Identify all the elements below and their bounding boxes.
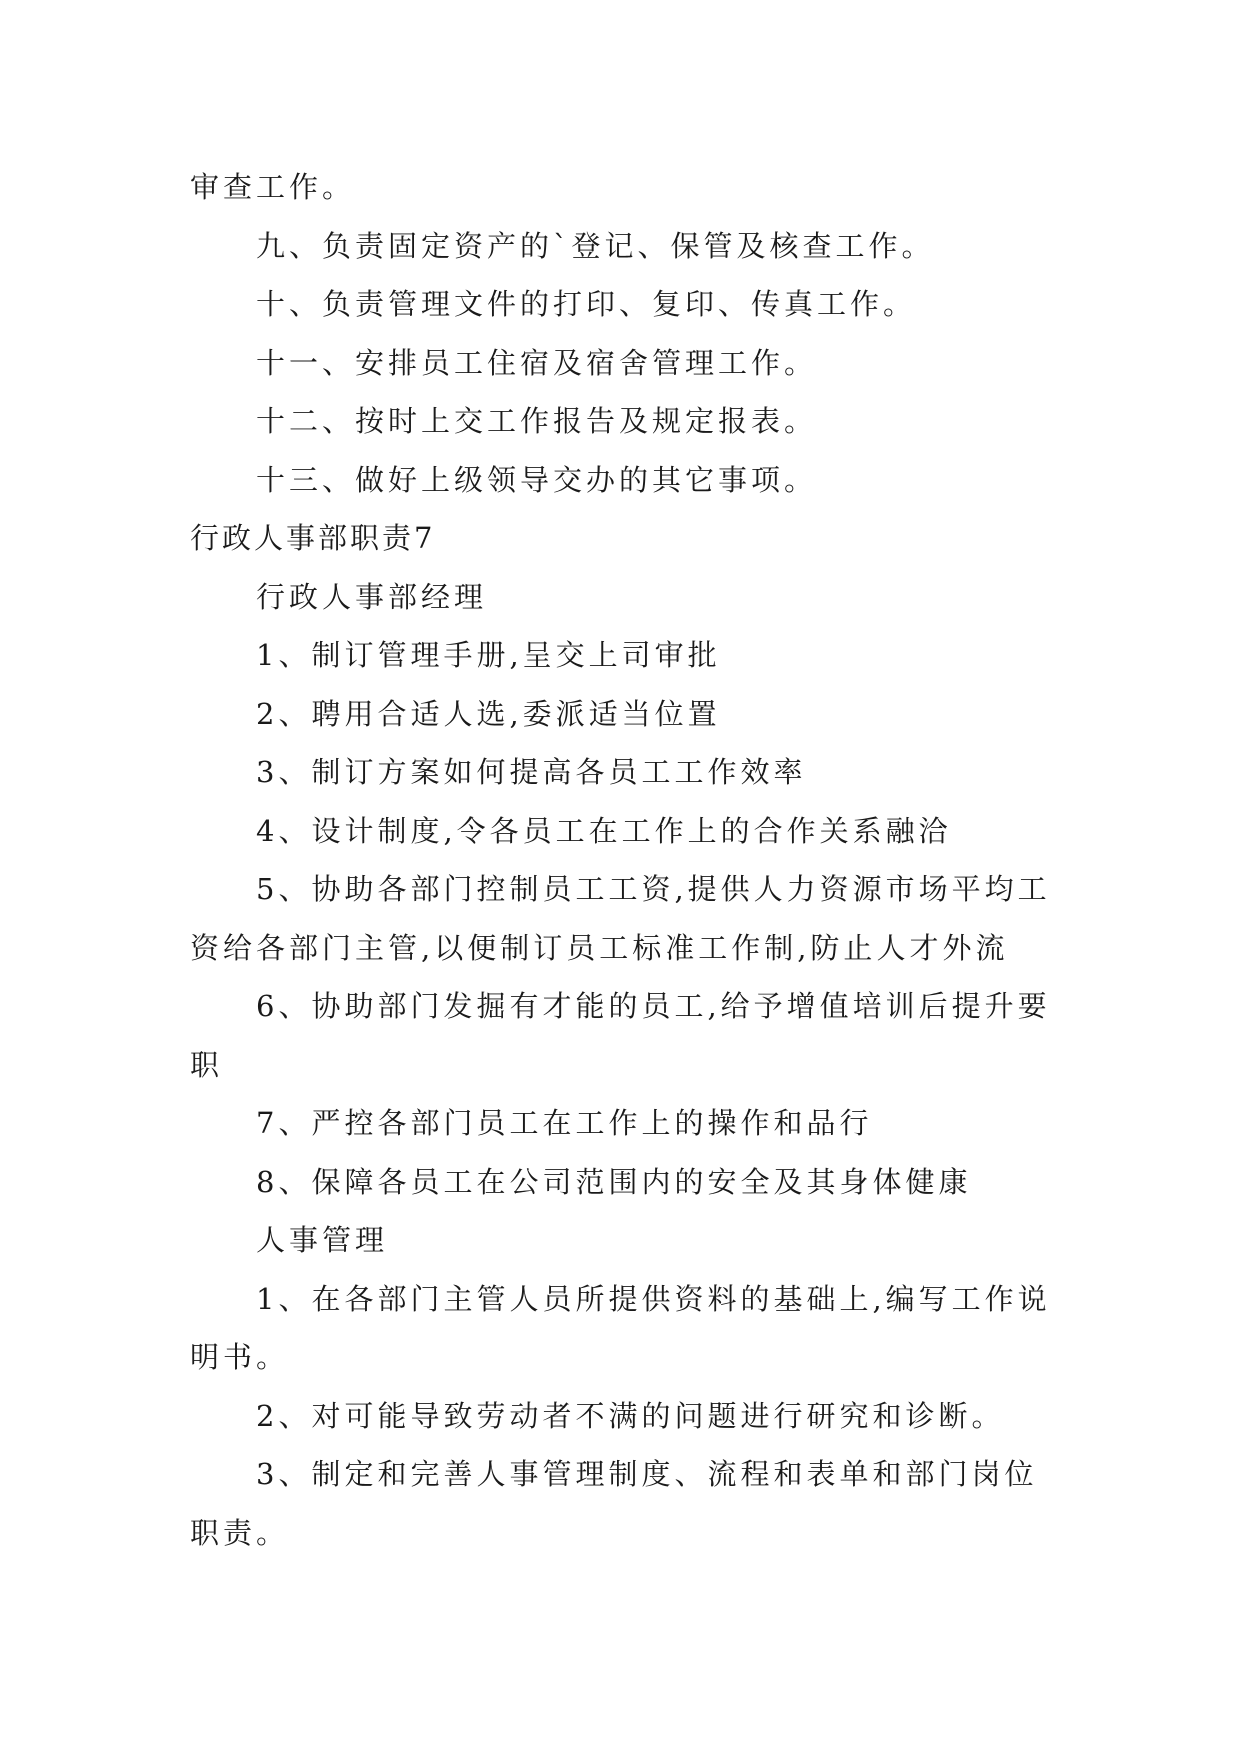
text-line: 1、制订管理手册,呈交上司审批 bbox=[256, 638, 721, 672]
text-line: 2、聘用合适人选,委派适当位置 bbox=[256, 696, 721, 731]
text-line: 8、保障各员工在公司范围内的安全及其身体健康 bbox=[256, 1164, 972, 1199]
text-line: 十、负责管理文件的打印、复印、传真工作。 bbox=[256, 287, 917, 321]
text-line: 职 bbox=[190, 1047, 224, 1082]
text-line: 明书。 bbox=[190, 1340, 290, 1374]
text-line: 4、设计制度,令各员工在工作上的合作关系融洽 bbox=[256, 813, 952, 848]
text-line: 审查工作。 bbox=[190, 170, 356, 204]
subsection-heading: 行政人事部经理 bbox=[256, 579, 488, 614]
text-line: 九、负责固定资产的`登记、保管及核查工作。 bbox=[256, 228, 935, 263]
text-line: 1、在各部门主管人员所提供资料的基础上,编写工作说 bbox=[256, 1281, 1051, 1316]
text-line: 6、协助部门发掘有才能的员工,给予增值培训后提升要 bbox=[256, 989, 1051, 1023]
text-line: 3、制定和完善人事管理制度、流程和表单和部门岗位 bbox=[256, 1457, 1038, 1491]
text-line: 职责。 bbox=[190, 1515, 290, 1550]
document-page bbox=[190, 158, 1070, 1562]
text-line: 5、协助各部门控制员工工资,提供人力资源市场平均工 bbox=[256, 872, 1051, 906]
text-line: 资给各部门主管,以便制订员工标准工作制,防止人才外流 bbox=[190, 930, 1009, 965]
text-line: 十三、做好上级领导交办的其它事项。 bbox=[256, 462, 818, 497]
text-line: 2、对可能导致劳动者不满的问题进行研究和诊断。 bbox=[256, 1398, 1005, 1433]
subsection-heading: 人事管理 bbox=[256, 1223, 389, 1257]
section-heading: 行政人事部职责7 bbox=[190, 521, 436, 555]
text-line: 7、严控各部门员工在工作上的操作和品行 bbox=[256, 1106, 873, 1140]
text-line: 3、制订方案如何提高各员工工作效率 bbox=[256, 755, 807, 789]
text-line: 十二、按时上交工作报告及规定报表。 bbox=[256, 404, 818, 438]
text-line: 十一、安排员工住宿及宿舍管理工作。 bbox=[256, 345, 818, 380]
